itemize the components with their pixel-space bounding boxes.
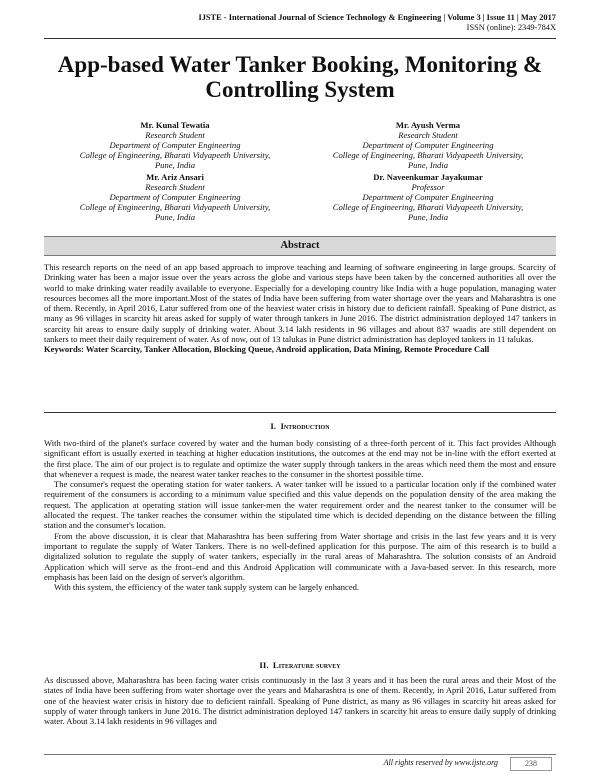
author-name: Dr. Naveenkumar Jayakumar bbox=[373, 172, 483, 182]
literature-body bbox=[44, 675, 556, 726]
author-block-2 bbox=[293, 120, 563, 170]
section-number: I. bbox=[270, 421, 277, 431]
page-footer bbox=[44, 754, 556, 771]
author-block-4 bbox=[293, 172, 563, 222]
author-name: Mr. Ariz Ansari bbox=[146, 172, 204, 182]
header-rule bbox=[44, 38, 556, 39]
author-dept: Department of Computer Engineering bbox=[362, 140, 494, 150]
keywords: Keywords: Water Scarcity, Tanker Allocation, Blocking Queue, Android application, Data Mining, Remote Procedure Call bbox=[44, 344, 490, 355]
author-college: College of Engineering, Bharati Vidyapeeth University, bbox=[79, 202, 271, 212]
author-place: Pune, India bbox=[407, 160, 449, 170]
author-place: Pune, India bbox=[407, 212, 449, 222]
introduction-body bbox=[44, 438, 556, 592]
author-place: Pune, India bbox=[154, 160, 196, 170]
author-role: Research Student bbox=[145, 130, 205, 140]
author-name: Mr. Kunal Tewatia bbox=[140, 120, 210, 130]
author-place: Pune, India bbox=[154, 212, 196, 222]
issn: ISSN (online): 2349-784X bbox=[466, 23, 556, 32]
author-college: College of Engineering, Bharati Vidyapeeth University, bbox=[332, 150, 524, 160]
abstract-body: This research reports on the need of an app based approach to improve teaching and learning of software engineering in large groups. Scarcity of Drinking water has been a major issue over the years across the globe and various steps have been taken by the concerned authorities all over the world to make drinking water readily available to everyone. Especially for a developing country like India with a huge population, managing water resources becomes all the more important.Most of the states of India have been suffering from water shortage over the years and Maharashtra is one of them. Recently, in April 2016, Latur suffered from one of the heaviest water crisis in history due to deficient rainfall. Speaking of Pune district, as many as 96 villages in scarcity hit areas asked for supply of water through tankers in June 2016. The district administration deployed 147 tankers in scarcity hit areas to ensure daily supply of drinking water. About 3.14 lakh residents in 96 villages and about 837 waadis are still dependent on tankers to meet their daily requirement of water. As of now, out of 13 talukas in Pune district administration has deployed tankers in 11 talukas. bbox=[44, 262, 556, 345]
paragraph: As discussed above, Maharashtra has been facing water crisis continuously in the last 3 years and it has been the rural areas and their Most of the states of India have been suffering from water shortage over the years and Maharashtra is one of them. Recently, in April 2016, Latur suffered from one of the heaviest water crisis in history due to deficient rainfall. Speaking of Pune district, as many as 96 villages in scarcity hit areas asked for supply of water through tankers in June 2016. The district administration deployed 147 tankers in scarcity hit areas to ensure daily supply of drinking water. About 3.14 lakh residents in 96 villages and bbox=[44, 675, 556, 727]
section-heading-literature-survey bbox=[44, 659, 556, 671]
author-dept: Department of Computer Engineering bbox=[109, 192, 241, 202]
abstract-text bbox=[44, 262, 556, 355]
section-heading-introduction bbox=[44, 420, 556, 432]
journal-line: IJSTE - International Journal of Science Technology & Engineering | Volume 3 | Issue 11 | May 2017 bbox=[198, 13, 556, 22]
paragraph: With two-third of the planet's surface covered by water and the human body consisting of a three-forth percent of it. This fact provides Although significant effort is usually exerted in teaching at higher education institutions, the outcomes at the end may not be in-line with the effort exerted at the first place. The aim of our project is to regulate and optimize the water supply through tankers in the areas which need them the most and ensure that whenever a request is made, the nearest water tanker reaches to the consumer in the shortest possible time. bbox=[44, 438, 556, 479]
author-dept: Department of Computer Engineering bbox=[362, 192, 494, 202]
paragraph: The consumer's request the operating station for water tankers. A water tanker will be issued to a particular location only if the combined water requirement of the consumers is according to a minimum value specified and this value depends on the population density of the area making the request. The application at operating station will issue tanker-men the water requirement order and the nearest tanker to the consumer will be allocated the request. The tanker reaches the consumer within the stipulated time which is decided depending on the distance between the filling station and the consumer's location. bbox=[44, 479, 556, 531]
author-block-1 bbox=[40, 120, 310, 170]
paragraph: From the above discussion, it is clear that Maharashtra has been suffering from Water shortage and crisis in the last few years and it is very important to regulate the supply of Water Tankers. There is no well-defined application for this purpose. The aim of this research is to build a digitalized solution to regulate the supply of water tankers, especially in the rural areas of Maharashtra. The solution consists of an Android Application which will serve as the front–end and this Android Application will communicate with a Java-based server. In this research, more emphasis has been laid on the design of server's algorithm. bbox=[44, 530, 556, 582]
author-block-3 bbox=[40, 172, 310, 222]
paragraph: With this system, the efficiency of the water tank supply system can be largely enhanced. bbox=[54, 582, 360, 593]
footer-text: All rights reserved by www.ijste.org bbox=[383, 758, 498, 767]
page-number: 238 bbox=[510, 757, 552, 771]
author-role: Professor bbox=[411, 182, 445, 192]
author-college: College of Engineering, Bharati Vidyapeeth University, bbox=[332, 202, 524, 212]
author-role: Research Student bbox=[398, 130, 458, 140]
section-title: Literature survey bbox=[272, 660, 341, 670]
author-dept: Department of Computer Engineering bbox=[109, 140, 241, 150]
section-number: II. bbox=[259, 660, 269, 670]
abstract-rule bbox=[44, 412, 556, 413]
abstract-heading: Abstract bbox=[44, 236, 556, 256]
author-name: Mr. Ayush Verma bbox=[395, 120, 461, 130]
paper-title: App-based Water Tanker Booking, Monitoring & Controlling System bbox=[57, 52, 543, 102]
section-title: Introduction bbox=[280, 421, 330, 431]
author-college: College of Engineering, Bharati Vidyapeeth University, bbox=[79, 150, 271, 160]
author-role: Research Student bbox=[145, 182, 205, 192]
journal-header bbox=[198, 13, 556, 33]
